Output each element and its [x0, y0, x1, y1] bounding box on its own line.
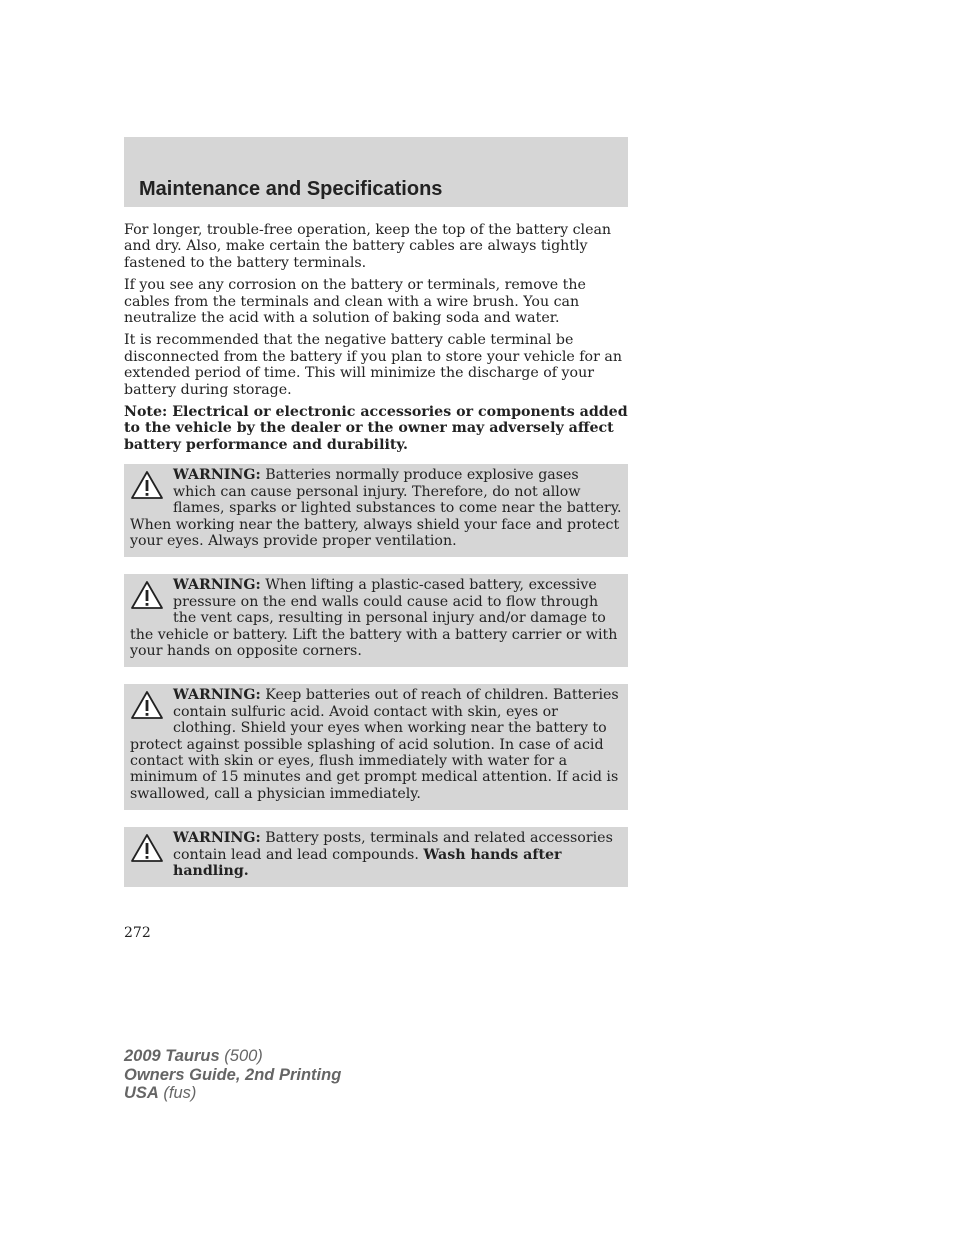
warning-box: [124, 684, 628, 810]
note-paragraph: Note: Electrical or electronic accessories or components added to the vehicle by the dealer or the owner may adversely affect battery performance and durability.: [124, 404, 628, 453]
page-title: Maintenance and Specifications: [139, 178, 443, 200]
warning-text: Batteries normally produce explosive gases which can cause personal injury. Therefore, do not allow flames, sparks or lighted substances to come near the battery. When working near the battery, always shield your face and protect your eyes. Always provide proper ventilation.: [130, 467, 622, 549]
footer-line-2: Owners Guide, 2nd Printing: [124, 1065, 342, 1084]
warning-label: WARNING:: [173, 830, 261, 847]
warning-triangle-icon: [130, 690, 164, 720]
warning-bold-tail: Wash hands after handling.: [173, 846, 562, 879]
warning-box: [124, 574, 628, 667]
warning-box: [124, 464, 628, 557]
warning-triangle-icon: [130, 580, 164, 610]
paragraph: It is recommended that the negative battery cable terminal be disconnected from the battery if you plan to store your vehicle for an extended period of time. This will minimize the discharge of your battery during storage.: [124, 332, 622, 398]
paragraph: For longer, trouble-free operation, keep the top of the battery clean and dry. Also, make certain the battery cables are always tightly fastened to the battery terminals.: [124, 222, 612, 271]
warning-text: Battery posts, terminals and related accessories contain lead and lead compounds.: [173, 830, 613, 863]
page-number: 272: [124, 925, 151, 941]
warning-label: WARNING:: [173, 577, 261, 594]
warning-label: WARNING:: [173, 687, 261, 704]
warning-box: [124, 827, 628, 887]
footer: [124, 1047, 341, 1103]
paragraph: If you see any corrosion on the battery or terminals, remove the cables from the terminals and clean with a wire brush. You can neutralize the acid with a solution of baking soda and water.: [124, 277, 586, 327]
warning-label: WARNING:: [173, 467, 261, 484]
footer-line-1: 2009 Taurus (500): [124, 1047, 263, 1065]
warning-triangle-icon: [130, 833, 164, 863]
footer-line-3: USA (fus): [124, 1084, 197, 1102]
warning-text: Keep batteries out of reach of children. Batteries contain sulfuric acid. Avoid contact with skin, eyes or clothing. Shield your eyes when working near the battery to protect against possible splashing of acid solution. In case of acid contact with skin or eyes, flush immediately with water for a minimum of 15 minutes and get prompt medical attention. If acid is swallowed, call a physician immediately.: [130, 687, 619, 802]
main-content: [124, 222, 628, 904]
warning-triangle-icon: [130, 470, 164, 500]
section-header: [124, 137, 628, 207]
warning-text: When lifting a plastic-cased battery, excessive pressure on the end walls could cause acid to flow through the vent caps, resulting in personal injury and/or damage to the vehicle or battery. Lift the battery with a battery carrier or with your hands on opposite corners.: [130, 577, 618, 659]
